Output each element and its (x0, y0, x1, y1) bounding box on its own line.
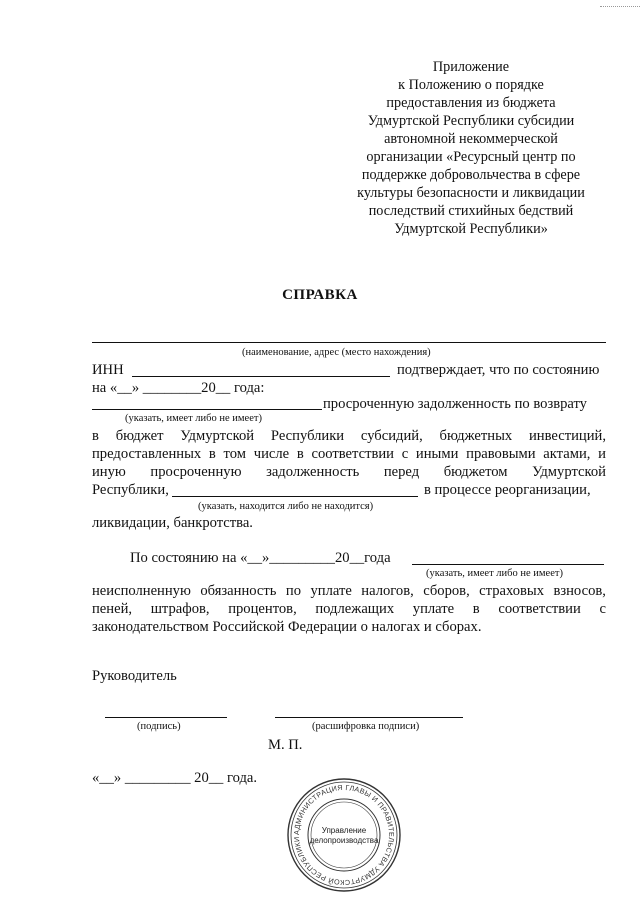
word: в (92, 428, 99, 444)
stamp-center-line1: Управление (321, 826, 367, 835)
caption-has-2: (указать, имеет либо не имеет) (426, 568, 563, 579)
word: правовыми (466, 446, 536, 462)
word: соответствии (311, 446, 394, 462)
word: штрафов, (150, 601, 210, 617)
mp-label: М. П. (268, 737, 303, 753)
word: просроченную (150, 464, 242, 480)
appendix-line: предоставления из бюджета (386, 95, 556, 111)
word: бюджетных (439, 428, 513, 444)
para1-line2 (92, 446, 606, 463)
word: и (598, 446, 606, 462)
word: уплате (412, 601, 455, 617)
appendix-line: последствий стихийных бедствий (368, 203, 574, 219)
appendix-line: культуры безопасности и ликвидации (357, 185, 585, 201)
appendix-header (340, 58, 602, 238)
para2-date-text: По состоянию на «__»_________20__года (130, 550, 391, 566)
word: субсидий, (360, 428, 423, 444)
word: перед (383, 464, 420, 480)
word: страховых (479, 583, 545, 599)
word: с (599, 601, 606, 617)
word: том (223, 446, 246, 462)
inn-confirms-text: подтверждает, что по состоянию (397, 362, 600, 378)
word: иными (415, 446, 459, 462)
appendix-line: Приложение (432, 59, 510, 75)
date-line-1: на «__» ________20__ года: (92, 380, 265, 396)
appendix-line: автономной некоммерческой (384, 131, 558, 147)
corner-mark (600, 0, 640, 7)
para2-line2 (92, 601, 606, 618)
located-field[interactable] (172, 496, 418, 497)
word: уплате (310, 583, 352, 599)
word: в (208, 446, 216, 462)
caption-has-1: (указать, имеет либо не имеет) (125, 413, 262, 424)
word: актами, (543, 446, 591, 462)
word: числе (253, 446, 290, 462)
sign-caption: (подпись) (137, 721, 181, 732)
word: Удмуртской (532, 464, 606, 480)
word: неисполненную (92, 583, 191, 599)
document-title: СПРАВКА (282, 287, 358, 303)
word: предоставленных (92, 446, 202, 462)
final-date: «__» _________ 20__ года. (92, 770, 258, 786)
stamp-ring-text: АДМИНИСТРАЦИЯ ГЛАВЫ И ПРАВИТЕЛЬСТВА УДМУРТСКОЙ РЕСПУБЛИКИ (291, 782, 397, 888)
word: по (285, 583, 302, 599)
official-stamp-icon (286, 777, 402, 893)
appendix-line: Удмуртской Республики» (394, 221, 548, 237)
reorg-text: в процессе реорганизации, (424, 482, 591, 498)
para1-line3 (92, 464, 606, 481)
inn-label: ИНН (92, 362, 124, 378)
org-caption: (наименование, адрес (место нахождения) (242, 347, 431, 358)
caption-located: (указать, находится либо не находится) (198, 501, 374, 512)
signature-field[interactable] (105, 717, 227, 718)
word: иную (92, 464, 126, 480)
has-overdue-field[interactable] (92, 409, 322, 410)
decode-caption: (расшифровка подписи) (312, 721, 420, 732)
head-label: Руководитель (92, 668, 177, 684)
word: налогов, (361, 583, 414, 599)
para2-has-field[interactable] (412, 564, 604, 565)
word: в (472, 601, 480, 617)
para1-line5: ликвидации, банкротства. (92, 515, 253, 531)
para2-line3: законодательством Российской Федерации о налогах и сборах. (92, 619, 482, 635)
word: сборов, (423, 583, 470, 599)
appendix-line: к Положению о порядке (398, 77, 544, 93)
word: процентов, (228, 601, 297, 617)
inn-field[interactable] (132, 376, 390, 377)
word: обязанность (200, 583, 277, 599)
appendix-line: Удмуртской Республики субсидии (367, 113, 575, 129)
org-name-field[interactable] (92, 342, 606, 343)
signature-decode-field[interactable] (275, 717, 463, 718)
word: в (296, 446, 304, 462)
stamp-center-line2: делопроизводства (309, 836, 379, 845)
word: бюджет (115, 428, 164, 444)
word: с (401, 446, 409, 462)
word: бюджетом (443, 464, 508, 480)
appendix-line: поддержке добровольчества в сфере (361, 167, 581, 183)
republic-text: Республики, (92, 482, 169, 498)
word: Республики (270, 428, 345, 444)
word: пеней, (92, 601, 133, 617)
overdue-text: просроченную задолженность по возврату (323, 396, 587, 412)
para2-line1 (92, 583, 606, 600)
appendix-line: организации «Ресурсный центр по (366, 149, 576, 165)
word: взносов, (553, 583, 606, 599)
word: Удмуртской (180, 428, 255, 444)
word: инвестиций, (528, 428, 606, 444)
para1-line1 (92, 428, 606, 445)
word: подлежащих (315, 601, 395, 617)
word: задолженность (266, 464, 360, 480)
word: соответствии (498, 601, 581, 617)
